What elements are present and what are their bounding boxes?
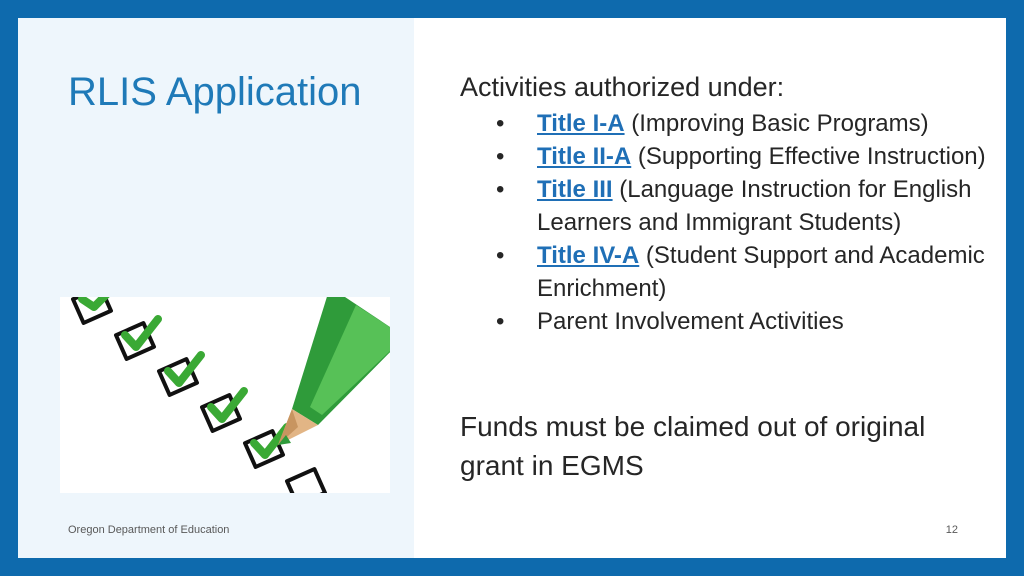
list-item xyxy=(460,140,1000,173)
bullet-dot: • xyxy=(496,110,505,137)
title-i-a-link[interactable]: Title I-A xyxy=(537,110,625,137)
list-item xyxy=(460,107,1000,140)
list-item xyxy=(460,239,1000,305)
slide xyxy=(18,18,1006,558)
bullet-dot: • xyxy=(496,242,505,269)
slide-title: RLIS Application xyxy=(68,70,362,114)
bullet-dot: • xyxy=(496,308,505,335)
page-number: 12 xyxy=(945,524,958,536)
title-ii-a-link[interactable]: Title II-A xyxy=(537,143,632,170)
title-iii-link[interactable]: Title III xyxy=(537,176,613,203)
footer-organization: Oregon Department of Education xyxy=(68,524,230,536)
list-item-text: (Improving Basic Programs) xyxy=(624,110,929,137)
checklist-illustration xyxy=(60,297,390,493)
funds-note: Funds must be claimed out of original grant in EGMS xyxy=(460,411,926,481)
title-iv-a-link[interactable]: Title IV-A xyxy=(537,242,640,269)
list-item-text: (Supporting Effective Instruction) xyxy=(631,143,986,170)
bullet-dot: • xyxy=(496,143,505,170)
list-item xyxy=(460,305,1000,338)
content-area xyxy=(460,72,1000,338)
bullet-dot: • xyxy=(496,176,505,203)
activities-list xyxy=(460,107,1000,338)
list-item-text: (Student Support and Academic Enrichment) xyxy=(537,242,985,302)
checklist-pencil-icon xyxy=(60,297,390,493)
intro-text: Activities authorized under: xyxy=(460,72,785,102)
list-item-text: Parent Involvement Activities xyxy=(537,308,844,335)
list-item-text: (Language Instruction for English Learners and Immigrant Students) xyxy=(537,176,972,236)
list-item xyxy=(460,173,1000,239)
